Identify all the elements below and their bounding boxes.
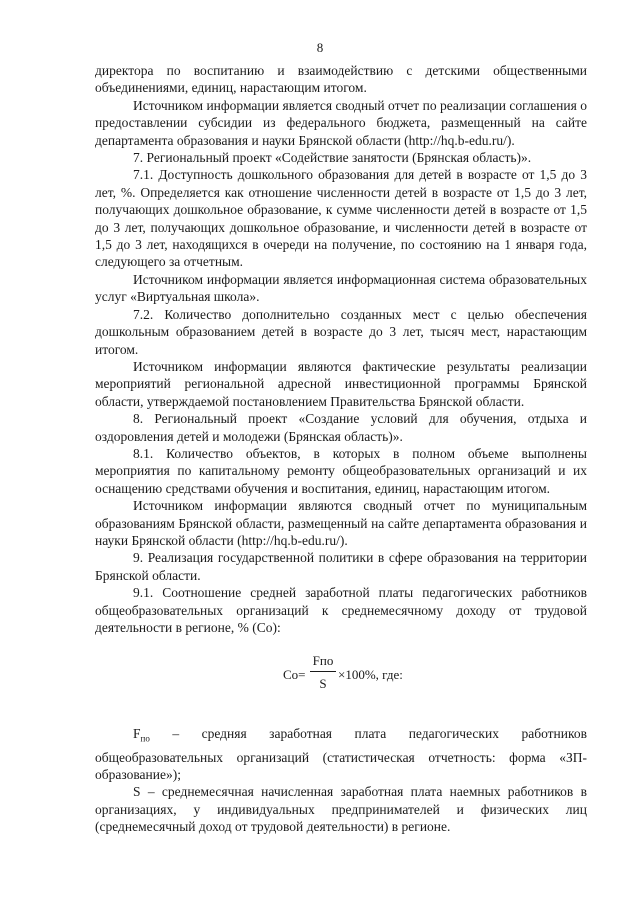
definition-symbol: F <box>133 726 141 742</box>
definition-symbol: S <box>133 784 141 800</box>
formula <box>95 652 587 698</box>
formula-lhs: Со= <box>283 667 306 683</box>
paragraph: Источником информации являются фактические результаты реализации мероприятий региональной адресной инвестиционной программы Брянской области, утверждаемой постановлением Правительства Брянской области. <box>95 358 587 409</box>
document-body <box>95 62 587 836</box>
paragraph: 7.2. Количество дополнительно созданных мест с целью обеспечения дошкольным образованием детей в возрасте до 3 лет, тысяч мест, нарастающим итогом. <box>95 306 587 357</box>
page-number: 8 <box>316 40 324 55</box>
definition <box>95 783 587 835</box>
paragraph: Источником информации является сводный отчет по реализации соглашения о предоставлении субсидии из федерального бюджета, размещенный на сайте департамента образования и науки Брянской области (http://hq.b-edu.ru/). <box>95 97 587 148</box>
paragraph: Источником информации являются сводный отчет по муниципальным образованиям Брянской области, размещенный на сайте департамента образования и науки Брянской области (http://hq.b-edu.ru/). <box>95 498 587 548</box>
definition-text: – среднемесячная начисленная заработная плата наемных работников в организациях, у индивидуальных предпринимателей и физических лиц (среднемесячный доход от трудовой деятельности) в регионе. <box>95 784 587 835</box>
section-heading: 9. Реализация государственной политики в сфере образования на территории Брянской области. <box>95 550 587 583</box>
fraction-bar <box>310 671 336 672</box>
paragraph: 9.1. Соотношение средней заработной платы педагогических работников общеобразовательных организаций к среднемесячному доходу от трудовой деятельности в регионе, % (Со): <box>95 585 587 635</box>
paragraph: директора по воспитанию и взаимодействию с детскими общественными объединениями, единиц, нарастающим итогом. <box>95 63 587 96</box>
section-heading: 8. Региональный проект «Создание условий для обучения, отдыха и оздоровления детей и молодежи (Брянская область)». <box>95 411 587 444</box>
formula-numerator: Fпо <box>312 653 334 669</box>
formula-denominator: S <box>319 675 327 691</box>
definition <box>95 725 587 783</box>
paragraph: Источником информации является информационная система образовательных услуг «Виртуальная школа». <box>95 271 587 305</box>
section-heading: 7. Региональный проект «Содействие занятости (Брянская область)». <box>133 150 532 166</box>
definition-subscript: по <box>140 734 150 745</box>
formula-rest: ×100%, где: <box>338 667 403 683</box>
formula-fraction <box>310 652 336 692</box>
paragraph: 8.1. Количество объектов, в которых в полном объеме выполнены мероприятия по капитальному ремонту общеобразовательных организаций и их оснащению средствами обучения и воспитания, единиц, нарастающим итогом. <box>95 445 587 496</box>
definition-text: – средняя заработная плата педагогических работников общеобразовательных организаций (статистическая отчетность: форма «ЗП-образование»); <box>95 726 587 782</box>
paragraph: 7.1. Доступность дошкольного образования для детей в возрасте от 1,5 до 3 лет, %. Определяется как отношение численности детей в возрасте от 1,5 до 3 лет, получающих дошкольное образование, к сумме численности детей в возрасте от 1,5 до 3 лет, получающих дошкольное образование, и численности детей в возрасте от 1,5 до 3 лет, находящихся в очереди на получение, по состоянию на 1 января года, следующего за отчетным. <box>95 167 587 270</box>
